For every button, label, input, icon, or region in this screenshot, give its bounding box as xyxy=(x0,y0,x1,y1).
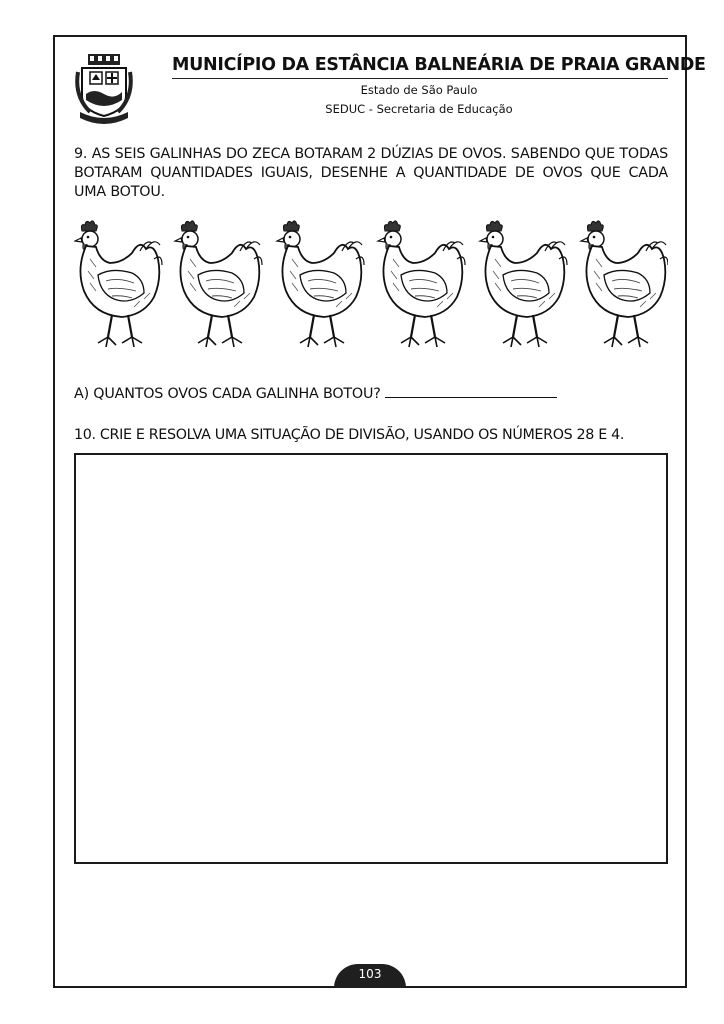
question-9a-text: A) QUANTOS OVOS CADA GALINHA BOTOU? xyxy=(74,386,381,402)
hens-illustration xyxy=(74,215,668,360)
question-10-text: 10. CRIE E RESOLVA UMA SITUAÇÃO DE DIVISÃO, USANDO OS NÚMEROS 28 E 4. xyxy=(74,427,625,443)
question-9-text: 9. AS SEIS GALINHAS DO ZECA BOTARAM 2 DÚZIAS DE OVOS. SABENDO QUE TODAS BOTARAM QUANTIDADES IGUAIS, DESENHE A QUANTIDADE DE OVOS QUE CADA UMA BOTOU. xyxy=(74,146,668,200)
department-subtitle: SEDUC - Secretaria de Educação xyxy=(325,102,513,116)
header-divider xyxy=(172,78,668,79)
answer-blank-line[interactable] xyxy=(385,385,557,398)
page-number: 103 xyxy=(358,967,382,981)
municipality-title: MUNICÍPIO DA ESTÂNCIA BALNEÁRIA DE PRAIA GRANDE xyxy=(172,55,706,75)
municipal-crest-icon xyxy=(74,52,134,124)
answer-box[interactable] xyxy=(74,453,668,864)
question-9a xyxy=(74,385,557,402)
state-subtitle: Estado de São Paulo xyxy=(360,83,478,97)
